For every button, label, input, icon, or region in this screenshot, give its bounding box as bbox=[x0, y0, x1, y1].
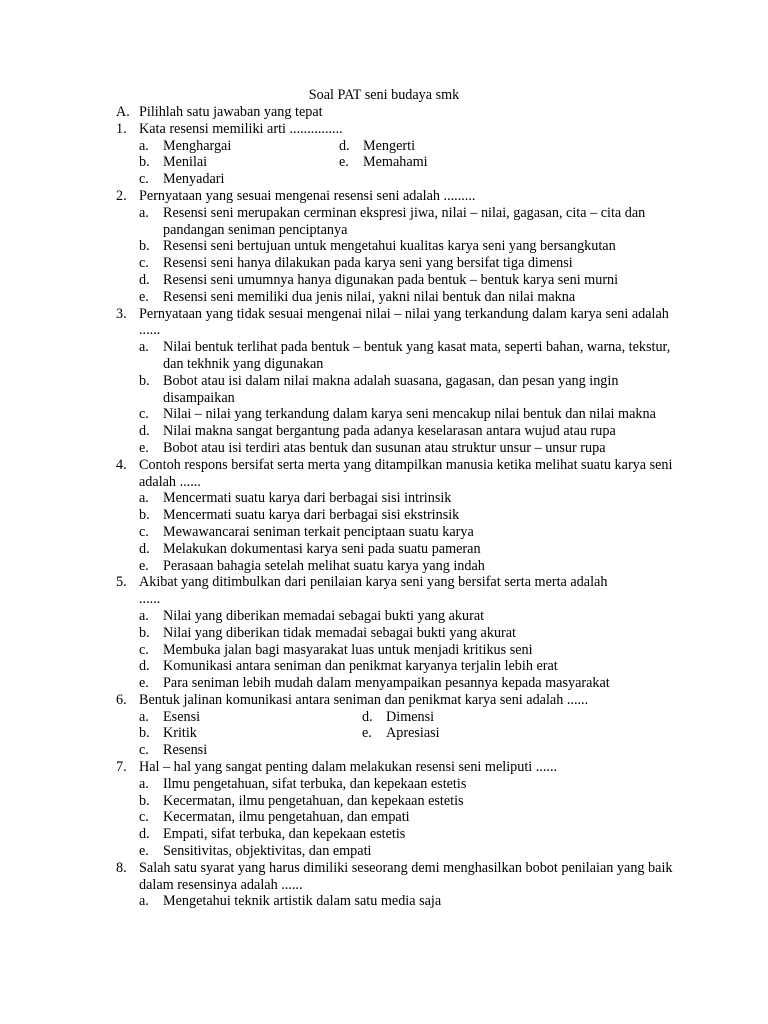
option-letter: a. bbox=[139, 708, 149, 725]
option-text: Mencermati suatu karya dari berbagai sisi intrinsik bbox=[163, 490, 452, 507]
option-text: Kecermatan, ilmu pengetahuan, dan empati bbox=[163, 809, 410, 826]
option-text: Bobot atau isi terdiri atas bentuk dan susunan atau struktur unsur – unsur rupa bbox=[163, 439, 606, 456]
option-text: Kritik bbox=[163, 725, 197, 742]
option-d bbox=[139, 826, 686, 843]
option-text: Memahami bbox=[363, 154, 428, 171]
option-a bbox=[139, 776, 686, 793]
option-letter: b. bbox=[139, 372, 150, 389]
option-letter: d. bbox=[139, 540, 150, 557]
option-letter: c. bbox=[139, 406, 149, 423]
option-letter: a. bbox=[139, 339, 149, 356]
option-c bbox=[139, 809, 686, 826]
option-c bbox=[139, 171, 686, 188]
option-text: Resensi seni memiliki dua jenis nilai, yakni nilai bentuk dan nilai makna bbox=[163, 288, 576, 305]
option-letter: a. bbox=[139, 775, 149, 792]
option-letter: b. bbox=[139, 624, 150, 641]
option-text: Esensi bbox=[163, 708, 201, 725]
question-text: Kata resensi memiliki arti ............... bbox=[139, 120, 343, 137]
section-instruction: Pilihlah satu jawaban yang tepat bbox=[139, 104, 323, 120]
option-text: Resensi seni bertujuan untuk mengetahui kualitas karya seni yang bersangkutan bbox=[163, 238, 616, 255]
option-text: Melakukan dokumentasi karya seni pada suatu pameran bbox=[163, 540, 481, 557]
option-letter: e. bbox=[362, 725, 372, 742]
option-text: Empati, sifat terbuka, dan kepekaan estetis bbox=[163, 826, 406, 843]
option-text: Kecermatan, ilmu pengetahuan, dan kepekaan estetis bbox=[163, 792, 464, 809]
question-text: Hal – hal yang sangat penting dalam melakukan resensi seni meliputi ...... bbox=[139, 759, 558, 776]
option-letter: c. bbox=[139, 809, 149, 826]
question-text: Salah satu syarat yang harus dimiliki seseorang demi menghasilkan bobot penilaian yang baik dalam resensinya adalah ...... bbox=[139, 859, 673, 893]
question-text: Pernyataan yang sesuai mengenai resensi seni adalah ......... bbox=[139, 187, 476, 204]
option-text: Menilai bbox=[163, 154, 208, 171]
option-text: Sensitivitas, objektivitas, dan empati bbox=[163, 843, 372, 860]
option-b bbox=[139, 238, 686, 255]
option-row bbox=[139, 725, 686, 742]
option-letter: c. bbox=[139, 171, 149, 188]
option-letter: e. bbox=[339, 154, 349, 171]
option-c bbox=[139, 642, 686, 659]
option-letter: a. bbox=[139, 490, 149, 507]
option-letter: b. bbox=[139, 792, 150, 809]
option-text: Menghargai bbox=[163, 137, 232, 154]
question-text: Bentuk jalinan komunikasi antara seniman dan penikmat karya seni adalah ...... bbox=[139, 691, 589, 708]
option-text: Resensi seni hanya dilakukan pada karya seni yang bersifat tiga dimensi bbox=[163, 255, 573, 272]
option-a bbox=[139, 893, 686, 910]
option-d bbox=[139, 541, 686, 558]
option-text: Resensi seni merupakan cerminan ekspresi jiwa, nilai – nilai, gagasan, cita – cita dan pandangan seniman penciptanya bbox=[163, 204, 646, 238]
option-letter: e. bbox=[139, 557, 149, 574]
option-letter: e. bbox=[139, 288, 149, 305]
option-b bbox=[139, 154, 339, 171]
option-a bbox=[139, 490, 686, 507]
option-b bbox=[139, 793, 686, 810]
option-a bbox=[139, 339, 686, 373]
option-e bbox=[339, 154, 539, 171]
question-8 bbox=[116, 860, 686, 894]
option-letter: a. bbox=[139, 893, 149, 910]
option-d bbox=[339, 138, 539, 155]
question-4 bbox=[116, 457, 686, 491]
option-letter: b. bbox=[139, 238, 150, 255]
option-letter: c. bbox=[139, 742, 149, 759]
option-a bbox=[139, 205, 686, 239]
option-letter: c. bbox=[139, 523, 149, 540]
option-text: Resensi seni umumnya hanya digunakan pada bentuk – bentuk karya seni murni bbox=[163, 271, 619, 288]
option-d bbox=[139, 423, 686, 440]
option-text: Membuka jalan bagi masyarakat luas untuk menjadi kritikus seni bbox=[163, 641, 533, 658]
option-text: Nilai yang diberikan tidak memadai sebagai bukti yang akurat bbox=[163, 624, 516, 641]
option-letter: a. bbox=[139, 607, 149, 624]
section-label: A. bbox=[116, 104, 130, 120]
option-letter: d. bbox=[139, 658, 150, 675]
option-letter: d. bbox=[139, 423, 150, 440]
question-number: 1. bbox=[116, 120, 127, 137]
option-letter: d. bbox=[339, 137, 350, 154]
option-e bbox=[139, 843, 686, 860]
option-letter: a. bbox=[139, 137, 149, 154]
option-e bbox=[362, 725, 585, 742]
option-text: Nilai makna sangat bergantung pada adanya keselarasan antara wujud atau rupa bbox=[163, 423, 616, 440]
option-text: Nilai yang diberikan memadai sebagai bukti yang akurat bbox=[163, 607, 485, 624]
option-text: Mengetahui teknik artistik dalam satu media saja bbox=[163, 893, 442, 910]
question-text: Akibat yang ditimbulkan dari penilaian karya seni yang bersifat serta merta adalah ...... bbox=[139, 574, 608, 608]
option-letter: b. bbox=[139, 154, 150, 171]
option-text: Ilmu pengetahuan, sifat terbuka, dan kepekaan estetis bbox=[163, 775, 467, 792]
option-row bbox=[139, 138, 686, 155]
option-d bbox=[139, 658, 686, 675]
option-text: Mengerti bbox=[363, 137, 416, 154]
question-2 bbox=[116, 188, 686, 205]
question-number: 7. bbox=[116, 759, 127, 776]
option-e bbox=[139, 289, 686, 306]
question-1 bbox=[116, 121, 686, 138]
option-letter: e. bbox=[139, 675, 149, 692]
question-5 bbox=[116, 574, 686, 608]
question-text: Pernyataan yang tidak sesuai mengenai nilai – nilai yang terkandung dalam karya seni adalah ...... bbox=[139, 305, 669, 339]
question-text: Contoh respons bersifat serta merta yang ditampilkan manusia ketika melihat suatu karya seni adalah ...... bbox=[139, 456, 673, 490]
option-b bbox=[139, 625, 686, 642]
option-letter: e. bbox=[139, 439, 149, 456]
option-text: Bobot atau isi dalam nilai makna adalah suasana, gagasan, dan pesan yang ingin disampaikan bbox=[163, 372, 619, 406]
question-list bbox=[116, 104, 686, 910]
option-b bbox=[139, 507, 686, 524]
option-c bbox=[139, 406, 686, 423]
option-letter: e. bbox=[139, 843, 149, 860]
option-d bbox=[362, 709, 585, 726]
question-3 bbox=[116, 306, 686, 340]
option-text: Komunikasi antara seniman dan penikmat karyanya terjalin lebih erat bbox=[163, 658, 558, 675]
question-number: 3. bbox=[116, 305, 127, 322]
option-text: Menyadari bbox=[163, 171, 225, 188]
option-letter: c. bbox=[139, 255, 149, 272]
option-c bbox=[139, 742, 686, 759]
option-text: Para seniman lebih mudah dalam menyampaikan pesannya kepada masyarakat bbox=[163, 675, 610, 692]
question-number: 8. bbox=[116, 859, 127, 876]
option-letter: b. bbox=[139, 507, 150, 524]
section-heading bbox=[116, 104, 686, 121]
option-e bbox=[139, 558, 686, 575]
question-number: 5. bbox=[116, 574, 127, 591]
option-row bbox=[139, 154, 686, 171]
option-b bbox=[139, 373, 686, 407]
option-text: Nilai – nilai yang terkandung dalam karya seni mencakup nilai bentuk dan nilai makna bbox=[163, 406, 656, 423]
option-e bbox=[139, 675, 686, 692]
option-text: Mewawancarai seniman terkait penciptaan suatu karya bbox=[163, 523, 474, 540]
option-a bbox=[139, 608, 686, 625]
question-7 bbox=[116, 759, 686, 776]
option-text: Resensi bbox=[163, 742, 208, 759]
option-d bbox=[139, 272, 686, 289]
question-number: 2. bbox=[116, 187, 127, 204]
option-text: Dimensi bbox=[386, 708, 435, 725]
option-letter: a. bbox=[139, 204, 149, 221]
option-letter: c. bbox=[139, 641, 149, 658]
option-letter: d. bbox=[362, 708, 373, 725]
option-text: Nilai bentuk terlihat pada bentuk – bentuk yang kasat mata, seperti bahan, warna, tekstur, dan tekhnik yang digunakan bbox=[163, 339, 671, 372]
option-a bbox=[139, 709, 362, 726]
option-text: Apresiasi bbox=[386, 725, 440, 742]
option-letter: d. bbox=[139, 271, 150, 288]
option-c bbox=[139, 255, 686, 272]
question-number: 6. bbox=[116, 691, 127, 708]
question-6 bbox=[116, 692, 686, 709]
option-a bbox=[139, 138, 339, 155]
option-row bbox=[139, 709, 686, 726]
option-text: Perasaan bahagia setelah melihat suatu karya yang indah bbox=[163, 557, 485, 574]
question-number: 4. bbox=[116, 456, 127, 473]
option-b bbox=[139, 725, 362, 742]
option-letter: d. bbox=[139, 826, 150, 843]
option-text: Mencermati suatu karya dari berbagai sisi ekstrinsik bbox=[163, 507, 460, 524]
option-c bbox=[139, 524, 686, 541]
document-title: Soal PAT seni budaya smk bbox=[308, 87, 460, 103]
option-e bbox=[139, 440, 686, 457]
option-letter: b. bbox=[139, 725, 150, 742]
